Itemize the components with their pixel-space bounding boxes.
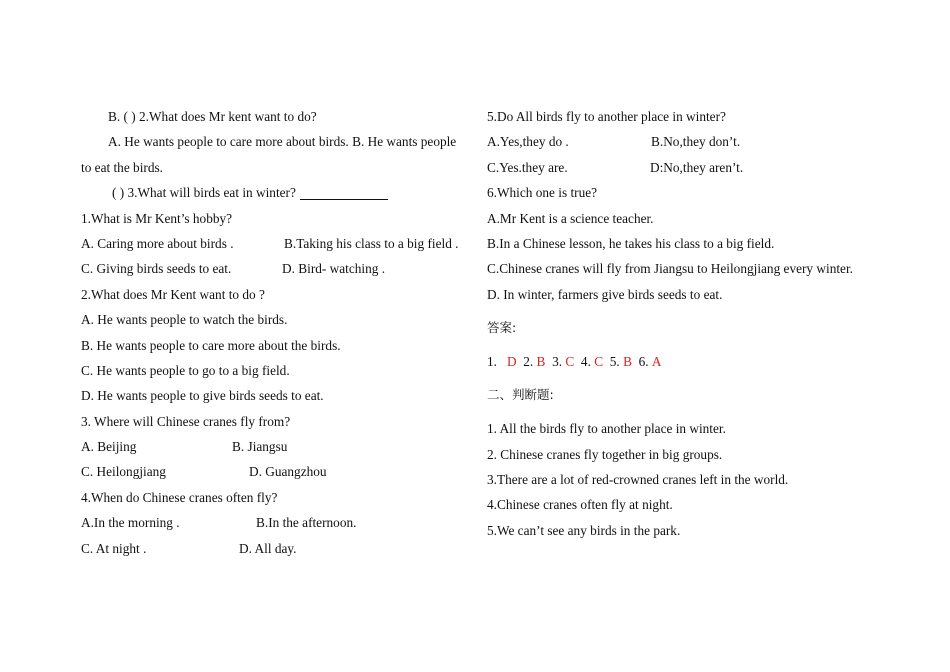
answer-number: 5. <box>609 353 620 369</box>
answer-value: C <box>594 353 604 369</box>
mc-question: 3. Where will Chinese cranes fly from? <box>81 413 291 429</box>
option-a: A.In the morning . <box>81 515 180 531</box>
right-column <box>487 104 887 543</box>
option-c: C. At night . <box>81 540 147 556</box>
option-c: C.Chinese cranes will fly from Jiangsu to Heilongjiang every winter. <box>487 261 853 277</box>
option-d: D. In winter, farmers give birds seeds to eat. <box>487 286 723 302</box>
option-b: B. Jiangsu <box>232 439 288 455</box>
mc-question: 6.Which one is true? <box>487 185 598 201</box>
answer-number: 3. <box>552 353 563 369</box>
answer-value: D <box>506 353 517 369</box>
mc-options-row <box>487 155 887 180</box>
option-a: A. He wants people to watch the birds. <box>81 312 288 328</box>
option-a: A.Mr Kent is a science teacher. <box>487 210 654 226</box>
true-false-item: 4.Chinese cranes often fly at night. <box>487 497 673 513</box>
true-false-item: 1. All the birds fly to another place in winter. <box>487 421 726 437</box>
question-stem: B. ( ) 2.What does Mr kent want to do? <box>108 109 317 124</box>
left-column <box>81 104 466 561</box>
answer-number: 6. <box>638 353 649 369</box>
answer-value: C <box>565 353 575 369</box>
question-stem-with-blank <box>81 180 466 205</box>
answer-blank <box>300 183 388 200</box>
mc-options-row <box>81 256 466 281</box>
option-a: A.Yes,they do . <box>487 134 569 150</box>
option-d: D. He wants people to give birds seeds to eat. <box>81 388 324 404</box>
option-b: B.Taking his class to a big field . <box>284 235 459 251</box>
option-b: B.In the afternoon. <box>256 515 357 531</box>
true-false-heading: 二、判断题: <box>487 386 554 402</box>
mc-question: 2.What does Mr Kent want to do ? <box>81 286 265 302</box>
option-d: D. Guangzhou <box>249 464 327 480</box>
option-a: A. Caring more about birds . <box>81 235 234 251</box>
answer-value: B <box>536 353 546 369</box>
option-c: C. He wants people to go to a big field. <box>81 362 290 378</box>
question-text: ( ) 3.What will birds eat in winter? <box>112 185 296 201</box>
mc-options-row <box>81 231 466 256</box>
answer-number: 2. <box>523 353 534 369</box>
mc-question: 4.When do Chinese cranes often fly? <box>81 489 278 505</box>
mc-options-row <box>81 536 466 561</box>
true-false-item: 3.There are a lot of red-crowned cranes left in the world. <box>487 472 789 488</box>
answer-heading: 答案: <box>487 320 517 336</box>
true-false-item: 5.We can’t see any birds in the park. <box>487 522 681 538</box>
option-b: B.No,they don’t. <box>651 134 741 150</box>
answer-value: A <box>651 353 662 369</box>
mc-options-row <box>81 510 466 535</box>
option-d: D:No,they aren’t. <box>650 159 744 175</box>
answer-key <box>487 349 887 374</box>
answer-value: B <box>623 353 632 369</box>
option-c: C. Giving birds seeds to eat. <box>81 261 232 277</box>
mc-options-row <box>81 434 466 459</box>
question-options-cont: to eat the birds. <box>81 159 163 175</box>
answer-number: 4. <box>580 353 591 369</box>
option-b: B. He wants people to care more about the birds. <box>81 337 341 353</box>
mc-options-row <box>487 129 887 154</box>
option-c: C.Yes.they are. <box>487 159 568 175</box>
option-d: D. All day. <box>239 540 297 556</box>
option-b: B.In a Chinese lesson, he takes his class to a big field. <box>487 235 775 251</box>
mc-question: 1.What is Mr Kent’s hobby? <box>81 210 233 226</box>
true-false-item: 2. Chinese cranes fly together in big groups. <box>487 446 723 462</box>
question-options: A. He wants people to care more about birds. B. He wants people <box>108 134 457 150</box>
mc-options-row <box>81 459 466 484</box>
answer-number: 1. <box>487 353 497 369</box>
option-c: C. Heilongjiang <box>81 464 166 480</box>
option-a: A. Beijing <box>81 439 137 455</box>
mc-question: 5.Do All birds fly to another place in winter? <box>487 109 726 124</box>
option-d: D. Bird- watching . <box>282 261 386 277</box>
